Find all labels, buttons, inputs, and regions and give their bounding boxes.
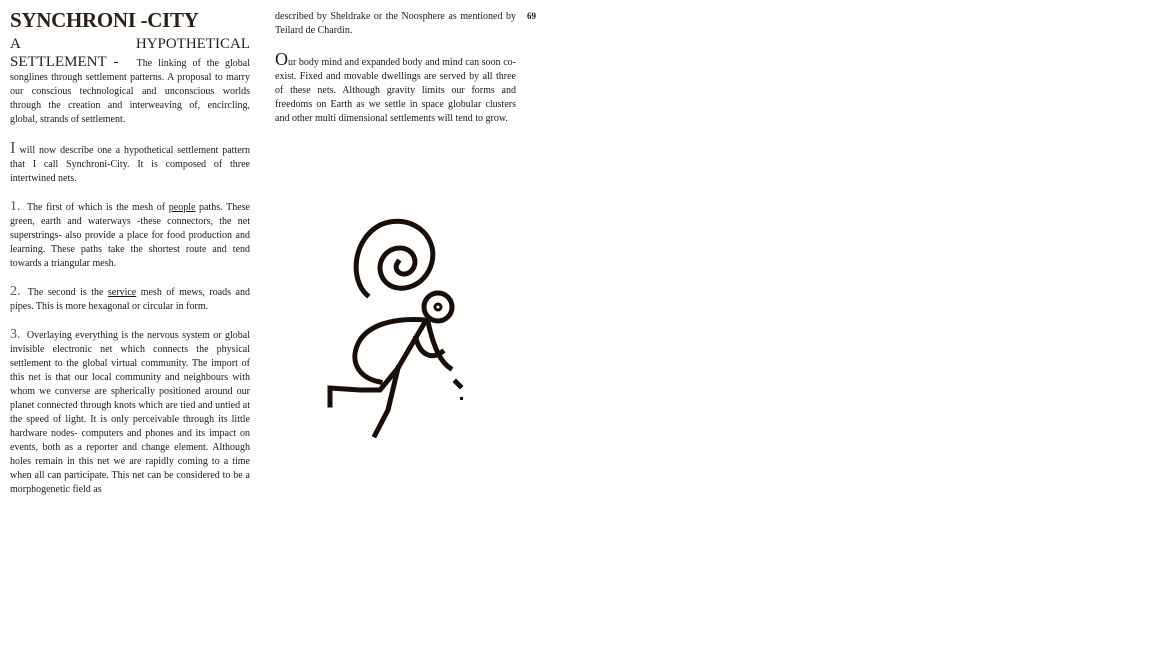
item-number-2: 2. <box>10 284 21 299</box>
item-number-1: 1. <box>10 199 21 214</box>
spiral-figure-icon <box>320 210 475 445</box>
paragraph-3 <box>10 285 250 314</box>
intro-paragraph <box>10 53 250 127</box>
underlined-service: service <box>107 287 137 298</box>
paragraph-3-text-b: mesh of mews, roads and pipes. This is more hexagonal or circular in form. <box>10 287 250 312</box>
subtitle-a: A <box>10 36 21 52</box>
page-number: 69 <box>527 11 536 21</box>
paragraph-1-text: will now describe one a hypothetical settlement pattern that I call Synchroni-City. It is composed of three intertwined nets. <box>10 145 250 184</box>
paragraph-4 <box>10 328 250 497</box>
right-paragraph-2 <box>275 49 516 126</box>
paragraph-2-text-a: The first of which is the mesh of <box>23 202 169 213</box>
right-paragraph-1: described by Sheldrake or the Noosphere as mentioned by Teilard de Chardin. <box>275 11 516 36</box>
subtitle-c: SETTLEMENT - <box>10 54 119 70</box>
paragraph-4-text: Overlaying everything is the nervous system or global invisible electronic net which connects the physical settlement to the global virtual community. The import of this net is that our local community and neighbours with whom we converse are spherically positioned around our planet connected through knots which are tied and untied at the speed of light. It is only perceivable through its little hardware nodes- computers and phones and its impact on events, both as a reporter and change element. Although holes remain in this net we are rapidly coming to a time when all can participate. This net can be considered to be a morphogenetic field as <box>10 330 250 495</box>
subtitle-b: HYPOTHETICAL <box>135 36 250 52</box>
intro-text: The linking of the global songlines through settlement patterns. A proposal to marry our conscious technological and unconscious worlds through the creation and interweaving of, encircling, global, strands of settlement. <box>10 58 251 125</box>
underlined-people: people <box>168 202 196 213</box>
subtitle-line-1 <box>10 35 250 53</box>
paragraph-3-text-a: The second is the <box>23 287 108 298</box>
item-number-3: 3. <box>10 327 21 342</box>
page-title: SYNCHRONI -CITY <box>10 8 199 32</box>
paragraph-1 <box>10 138 250 186</box>
drop-initial-o: O <box>275 49 288 69</box>
drop-initial: I <box>10 138 16 157</box>
paragraph-2 <box>10 200 250 271</box>
left-column <box>10 8 250 511</box>
right-column <box>275 10 516 140</box>
right-paragraph-2-text: ur body mind and expanded body and mind can soon co-exist. Fixed and movable dwellings are served by all three of these nets. Although gravity limits our forms and freedoms on Earth as we settle in space globular clusters and other multi dimensional settlements will tend to grow. <box>275 57 516 124</box>
paragraph-2-text-b: paths. These green, earth and waterways -these connectors, the net superstrings- also provide a place for food production and learning. These paths take the shortest route and tend towards a triangular mesh. <box>10 202 250 269</box>
